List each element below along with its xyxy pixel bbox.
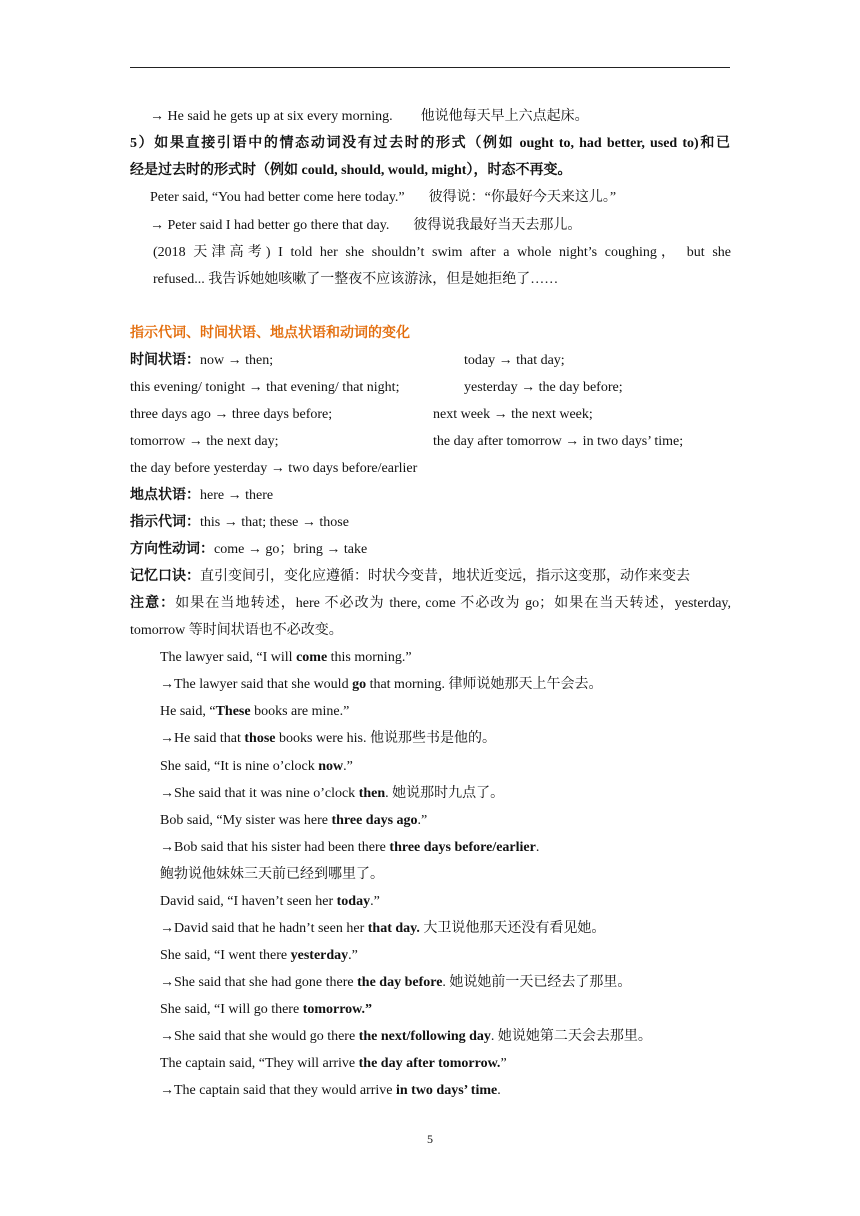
example-text: . 她说她前一天已经去了那里。 bbox=[442, 975, 632, 990]
chinese-text: 他说他每天早上六点起床。 bbox=[420, 109, 589, 124]
english-text: → Peter said I had better go there that day. bbox=[150, 218, 390, 233]
example-text: this morning.” bbox=[327, 650, 412, 665]
example-text: →He said that bbox=[160, 731, 245, 746]
english-text: Peter said, “You had better come here today.” bbox=[150, 190, 405, 205]
rule-5-line-1: 5）如果直接引语中的情态动词没有过去时的形式（例如 ought to, had better, used to)和已 bbox=[130, 136, 730, 151]
rule-item: this → that; these → those bbox=[200, 515, 349, 530]
example-text: She said, “It is nine o’clock bbox=[160, 759, 319, 774]
example-line bbox=[150, 188, 616, 208]
example-line bbox=[160, 892, 380, 912]
example-line bbox=[160, 1081, 501, 1101]
rule-5-line-2: 经是过去时的形式时（例如 could, should, would, might），时态不再变。 bbox=[130, 163, 572, 178]
example-text: →Bob said that his sister had been there bbox=[160, 840, 390, 855]
example-line bbox=[160, 1054, 507, 1074]
rule-item: come → go；bring → take bbox=[214, 542, 368, 557]
highlight-text: that day. bbox=[367, 921, 420, 936]
example-text: She said, “I went there bbox=[160, 948, 291, 963]
direction-verb-line bbox=[130, 540, 367, 560]
english-text: → He said he gets up at six every morning. bbox=[150, 109, 393, 124]
highlight-text: come bbox=[296, 650, 328, 665]
highlight-text: tomorrow.” bbox=[302, 1002, 373, 1017]
section-heading: 指示代词、时间状语、地点状语和动词的变化 bbox=[130, 326, 410, 341]
highlight-text: the day before bbox=[357, 975, 443, 990]
rule-item: the day after tomorrow → in two days’ time; bbox=[433, 434, 684, 449]
chinese-text: 彼得说我最好当天去那儿。 bbox=[413, 218, 582, 233]
highlight-text: then bbox=[358, 786, 386, 801]
note-line-1 bbox=[130, 594, 731, 614]
example-line bbox=[150, 107, 589, 127]
example-line bbox=[160, 973, 631, 993]
rule-item: this evening/ tonight → that evening/ that night; bbox=[130, 380, 400, 395]
example-text: books are mine.” bbox=[250, 704, 350, 719]
example-text: . 她说她第二天会去那里。 bbox=[490, 1029, 652, 1044]
rule-item: the day before yesterday → two days before/earlier bbox=[130, 461, 418, 476]
example-text: The lawyer said, “I will bbox=[160, 650, 297, 665]
example-text: David said, “I haven’t seen her bbox=[160, 894, 337, 909]
example-text: books were his. 他说那些书是他的。 bbox=[275, 731, 496, 746]
time-adverbial-line bbox=[130, 351, 273, 371]
highlight-text: These bbox=[215, 704, 251, 719]
header-rule bbox=[130, 67, 730, 68]
exam-example-line-1: (2018 天津高考) I told her she shouldn’t swim after a whole night’s coughing， but she bbox=[153, 245, 731, 260]
example-translation: 鲍勃说他妹妹三天前已经到哪里了。 bbox=[160, 867, 384, 882]
highlight-text: today bbox=[336, 894, 371, 909]
rule-item: today → that day; bbox=[464, 353, 565, 368]
example-text: . 她说那时九点了。 bbox=[385, 786, 505, 801]
highlight-text: those bbox=[244, 731, 276, 746]
example-text: →She said that she would go there bbox=[160, 1029, 359, 1044]
example-line bbox=[160, 919, 605, 939]
example-text: that morning. 律师说她那天上午会去。 bbox=[366, 677, 603, 692]
example-line bbox=[160, 946, 358, 966]
demonstrative-label: 指示代词： bbox=[130, 515, 200, 530]
highlight-text: three days before/earlier bbox=[389, 840, 536, 855]
example-text: →She said that it was nine o’clock bbox=[160, 786, 359, 801]
rule-item: yesterday → the day before; bbox=[464, 380, 623, 395]
example-text: The captain said, “They will arrive bbox=[160, 1056, 359, 1071]
example-line bbox=[160, 675, 603, 695]
example-line bbox=[160, 838, 539, 858]
example-line bbox=[160, 1027, 652, 1047]
example-text: →The captain said that they would arrive bbox=[160, 1083, 396, 1098]
example-text: Bob said, “My sister was here bbox=[160, 813, 332, 828]
example-text: →David said that he hadn’t seen her bbox=[160, 921, 368, 936]
example-text: She said, “I will go there bbox=[160, 1002, 303, 1017]
highlight-text: the next/following day bbox=[358, 1029, 491, 1044]
page-number: 5 bbox=[427, 1132, 433, 1146]
example-text: .” bbox=[343, 759, 353, 774]
highlight-text: yesterday bbox=[290, 948, 349, 963]
rule-item: next week → the next week; bbox=[433, 407, 593, 422]
highlight-text: in two days’ time bbox=[395, 1083, 498, 1098]
highlight-text: go bbox=[352, 677, 367, 692]
place-label: 地点状语： bbox=[130, 488, 200, 503]
chinese-text: 彼得说：“你最好今天来这儿。” bbox=[428, 190, 617, 205]
highlight-text: the day after tomorrow. bbox=[358, 1056, 501, 1071]
example-line bbox=[160, 757, 353, 777]
example-line bbox=[160, 1000, 372, 1020]
example-text: .” bbox=[417, 813, 428, 828]
demonstrative-line bbox=[130, 513, 349, 533]
memory-tip: 直引变间引，变化应遵循：时状今变昔，地状近变远，指示这变那，动作来变去 bbox=[200, 569, 690, 584]
example-text: . bbox=[497, 1083, 501, 1098]
example-line bbox=[160, 784, 504, 804]
rule-item: three days ago → three days before; bbox=[130, 407, 333, 422]
note-label: 注意： bbox=[130, 596, 176, 611]
rule-item: now → then; bbox=[200, 353, 274, 368]
example-line bbox=[160, 811, 427, 831]
example-line bbox=[160, 702, 349, 722]
example-text: →She said that she had gone there bbox=[160, 975, 358, 990]
example-text: →The lawyer said that she would bbox=[160, 677, 353, 692]
example-text: 大卫说他那天还没有看见她。 bbox=[419, 921, 606, 936]
memory-tip-line bbox=[130, 567, 690, 587]
example-line bbox=[160, 729, 496, 749]
example-text: .” bbox=[370, 894, 380, 909]
example-text: ” bbox=[500, 1056, 507, 1071]
example-text: .” bbox=[348, 948, 358, 963]
rule-item: here → there bbox=[200, 488, 274, 503]
rule-item: tomorrow → the next day; bbox=[130, 434, 279, 449]
example-line bbox=[160, 648, 412, 668]
time-label: 时间状语： bbox=[130, 353, 200, 368]
highlight-text: now bbox=[318, 759, 344, 774]
memory-label: 记忆口诀： bbox=[130, 569, 200, 584]
exam-example-line-2: refused... 我告诉她她咳嗽了一整夜不应该游泳，但是她拒绝了…… bbox=[153, 272, 559, 287]
place-adverbial-line bbox=[130, 486, 273, 506]
highlight-text: three days ago bbox=[331, 813, 418, 828]
example-text: He said, “ bbox=[160, 704, 216, 719]
verb-label: 方向性动词： bbox=[130, 542, 214, 557]
example-text: . bbox=[535, 840, 540, 855]
note-line-2: tomorrow 等时间状语也不必改变。 bbox=[130, 623, 343, 638]
example-line bbox=[150, 216, 581, 236]
note-text: 如果在当地转述，here 不必改为 there, come 不必改为 go；如果在当天转述，yesterday, bbox=[175, 596, 731, 611]
